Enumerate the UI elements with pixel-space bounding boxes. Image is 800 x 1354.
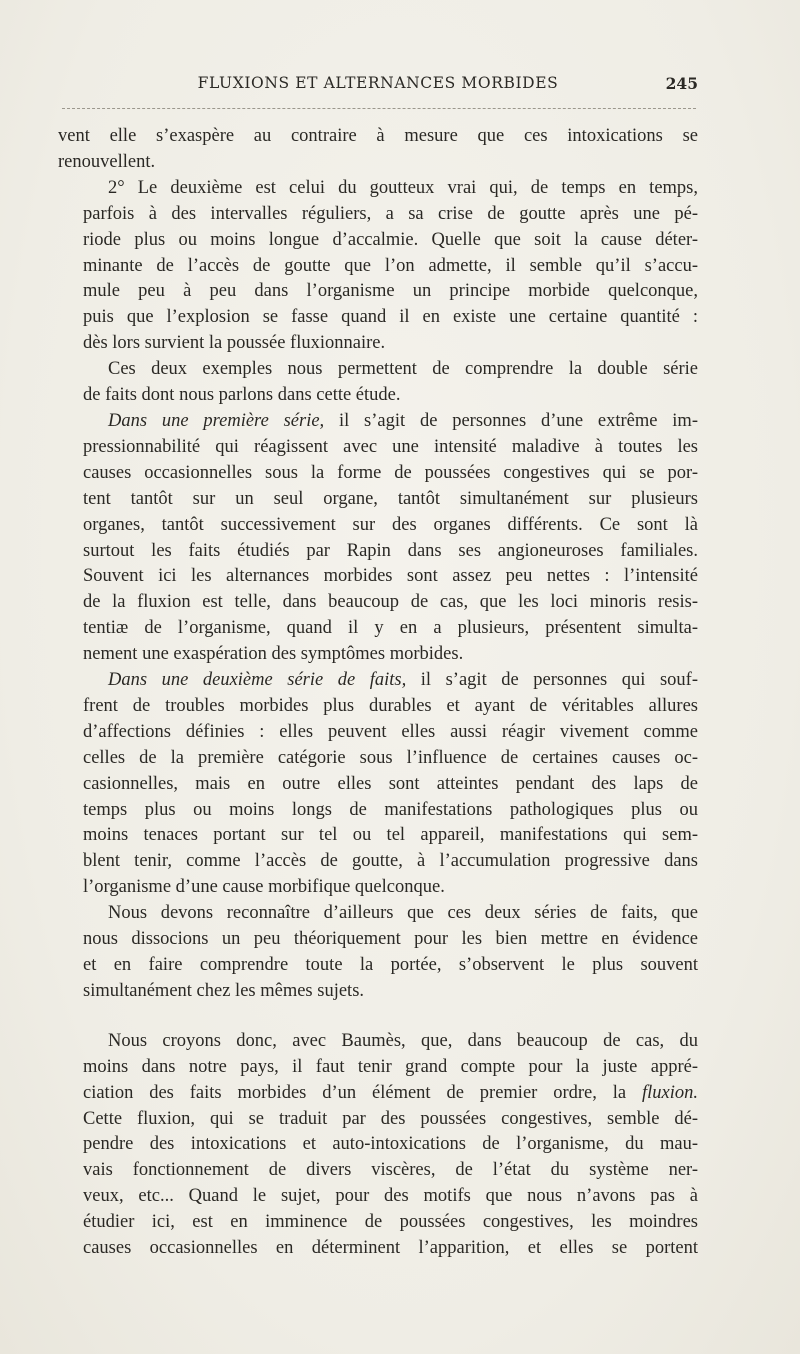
text-line: 2° Le deuxième est celui du goutteux vrai qui, de temps en temps, <box>108 177 698 198</box>
text-line: Nous croyons donc, avec Baumès, que, dans beaucoup de cas, du <box>108 1030 698 1051</box>
text-line: d’affections définies : elles peuvent elles aussi réagir vivement comme <box>83 721 698 742</box>
text-line: surtout les faits étudiés par Rapin dans ses angioneuroses familiales. <box>83 540 698 561</box>
paragraph-6 <box>58 901 698 1005</box>
text-line: pressionnabilité qui réagissent avec une intensité maladive à toutes les <box>83 436 698 457</box>
text-line: puis que l’explosion se fasse quand il en existe une certaine quantité : <box>83 307 698 328</box>
text-run: ciation des faits morbides d’un élément de premier ordre, la <box>83 1082 642 1103</box>
text-line: Cette fluxion, qui se traduit par des poussées congestives, semble dé- <box>83 1108 698 1129</box>
text-line: étudier ici, est en imminence de poussées congestives, les moindres <box>83 1212 698 1233</box>
text-line: riode plus ou moins longue d’accalmie. Quelle que soit la cause déter- <box>83 229 698 250</box>
text-line: de faits dont nous parlons dans cette étude. <box>83 385 401 406</box>
text-line: temps plus ou moins longs de manifestations pathologiques plus ou <box>83 799 698 820</box>
text-line: frent de troubles morbides plus durables et ayant de véritables allures <box>83 695 698 716</box>
text-line: minante de l’accès de goutte que l’on admette, il semble qu’il s’accu- <box>83 255 698 276</box>
text-line: Ces deux exemples nous permettent de comprendre la double série <box>108 359 698 380</box>
text-line: renouvellent. <box>58 151 156 172</box>
header-rule <box>62 108 696 109</box>
text-line: causes occasionnelles en déterminent l’apparition, et elles se portent <box>83 1238 698 1259</box>
text-line: mule peu à peu dans l’organisme un principe morbide quelconque, <box>83 281 698 302</box>
running-head: FLUXIONS ET ALTERNANCES MORBIDES <box>197 74 559 92</box>
text-line: dès lors survient la poussée fluxionnaire. <box>83 333 386 354</box>
page-header <box>58 74 698 100</box>
page-number: 245 <box>665 74 698 93</box>
text-line: tent tantôt sur un seul organe, tantôt simultanément sur plusieurs <box>83 488 698 509</box>
text-line-with-italic-word <box>58 1081 698 1107</box>
italic-word: fluxion. <box>641 1082 698 1103</box>
body-text <box>58 124 698 1262</box>
text-line: moins tenaces portant sur tel ou tel appareil, manifestations qui sem- <box>83 825 698 846</box>
text-line: et en faire comprendre toute la portée, s’observent le plus souvent <box>83 955 698 975</box>
paragraph-1 <box>58 124 698 176</box>
text-line: simultanément chez les mêmes sujets. <box>83 980 365 1001</box>
paragraph-7 <box>58 1029 698 1262</box>
text-line: parfois à des intervalles réguliers, a sa crise de goutte après une pé- <box>83 203 698 224</box>
text-line: vais fonctionnement de divers viscères, de l’état du système ner- <box>83 1160 698 1181</box>
text-run: il s’agit de personnes qui souf- <box>406 670 698 691</box>
italic-lead: Dans une deuxième série de faits, <box>108 670 407 691</box>
text-line: de la fluxion est telle, dans beaucoup de cas, que les loci minoris resis- <box>83 592 698 613</box>
italic-lead: Dans une première série, <box>108 410 325 431</box>
text-line: organes, tantôt successivement sur des organes différents. Ce sont là <box>83 514 698 535</box>
text-line: nous dissocions un peu théoriquement pour les bien mettre en évidence <box>83 929 698 950</box>
text-line-with-italic-lead <box>58 409 698 435</box>
text-line: veux, etc... Quand le sujet, pour des motifs que nous n’avons pas à <box>83 1186 698 1207</box>
text-line: casionnelles, mais en outre elles sont atteintes pendant des laps de <box>83 773 698 794</box>
text-line-with-italic-lead <box>58 668 698 694</box>
paragraph-5 <box>58 668 698 901</box>
text-line: Souvent ici les alternances morbides sont assez peu nettes : l’intensité <box>83 566 698 587</box>
text-line: blent tenir, comme l’accès de goutte, à l’accumulation progressive dans <box>83 851 698 872</box>
paragraph-2 <box>58 176 698 357</box>
text-line: l’organisme d’une cause morbifique quelconque. <box>83 877 445 898</box>
paragraph-4 <box>58 409 698 668</box>
paragraph-3 <box>58 357 698 409</box>
text-line: vent elle s’exaspère au contraire à mesure que ces intoxications se <box>58 126 698 146</box>
text-line: pendre des intoxications et auto-intoxications de l’organisme, du mau- <box>83 1134 698 1155</box>
text-line: tentiæ de l’organisme, quand il y en a plusieurs, présentent simulta- <box>83 618 698 639</box>
text-line: moins dans notre pays, il faut tenir grand compte pour la juste appré- <box>83 1056 698 1077</box>
text-line: Nous devons reconnaître d’ailleurs que ces deux séries de faits, que <box>108 903 698 924</box>
text-run: il s’agit de personnes d’une extrême im- <box>324 410 698 431</box>
text-line: nement une exaspération des symptômes morbides. <box>83 644 464 665</box>
text-line: celles de la première catégorie sous l’influence de certaines causes oc- <box>83 747 698 768</box>
text-line: causes occasionnelles sous la forme de poussées congestives qui se por- <box>83 462 698 483</box>
